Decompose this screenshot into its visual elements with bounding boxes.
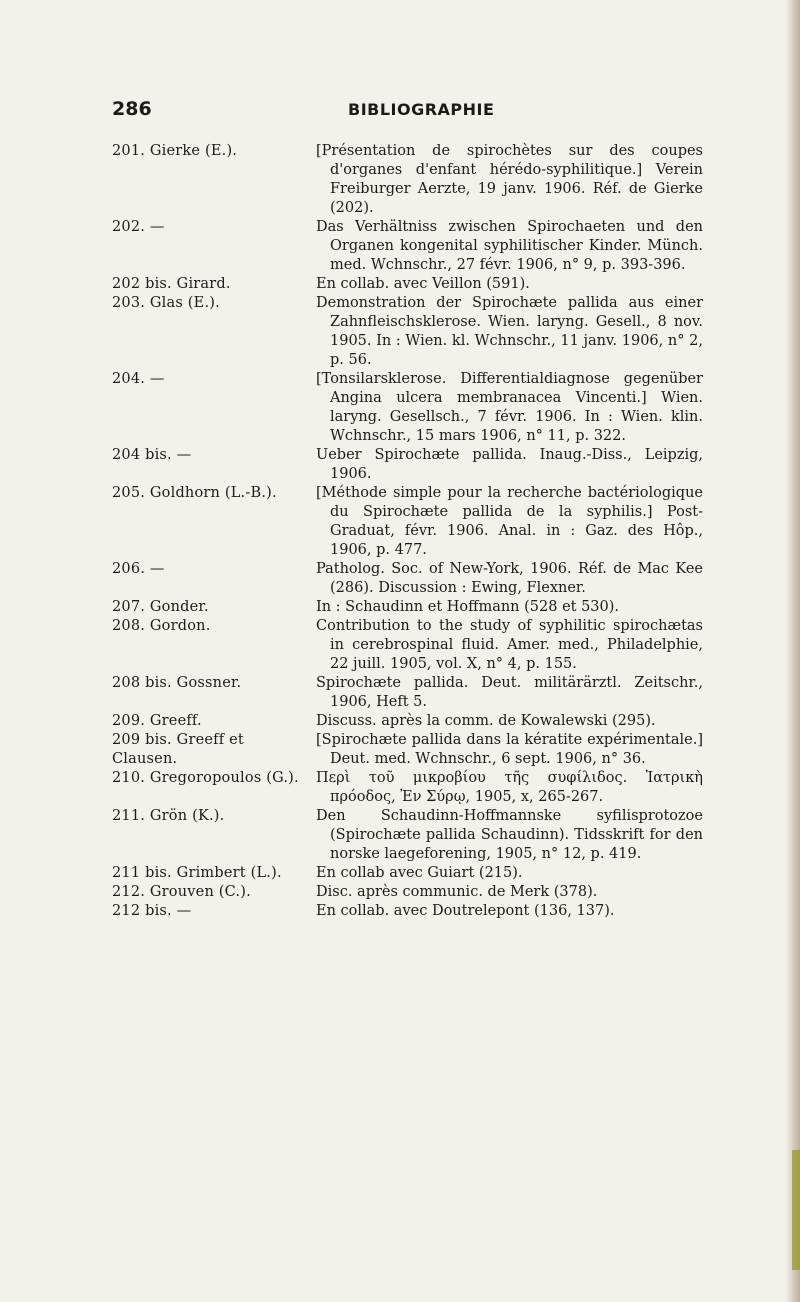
bib-entry-211 bbox=[112, 807, 703, 864]
entry-author: 209 bis. Greeff et Clausen. bbox=[112, 732, 244, 767]
entry-author: 212 bis. — bbox=[112, 903, 192, 919]
page-edge-tab-marker bbox=[792, 1150, 800, 1270]
entry-author: 208. Gordon. bbox=[112, 618, 211, 634]
bib-entry-209 bbox=[112, 712, 692, 731]
entry-reference: Disc. après communic. de Merk (378). bbox=[316, 884, 598, 900]
entry-author: 205. Goldhorn (L.-B.). bbox=[112, 485, 277, 501]
entry-author: 201. Gierke (E.). bbox=[112, 143, 238, 159]
running-title: BIBLIOGRAPHIE bbox=[348, 100, 495, 119]
entry-reference: Περὶ τοῦ μικροβίου τῆς συφίλιδος. Ἰατρικὴ πρόοδος, Ἐν Σύρῳ, 1905, x, 265-267. bbox=[316, 770, 703, 805]
bib-entry-212 bbox=[112, 883, 692, 902]
entry-reference: Contribution to the study of syphilitic spirochætas in cerebrospinal fluid. Amer. med., Philadelphie, 22 juill. 1905, vol. X, n° 4, p. 155. bbox=[316, 618, 703, 672]
entry-author: 211 bis. Grimbert (L.). bbox=[112, 865, 282, 881]
page-number: 286 bbox=[112, 98, 152, 120]
bib-entry-202bis bbox=[112, 275, 692, 294]
entry-author: 204 bis. — bbox=[112, 447, 192, 463]
page-edge-shadow bbox=[786, 0, 800, 1302]
bib-entry-212bis bbox=[112, 902, 692, 921]
bib-entry-210 bbox=[112, 769, 703, 807]
bib-entry-208bis bbox=[112, 674, 703, 712]
entry-author: 203. Glas (E.). bbox=[112, 295, 220, 311]
entry-reference: Ueber Spirochæte pallida. Inaug.-Diss., Leipzig, 1906. bbox=[316, 447, 703, 482]
entry-author: 209. Greeff. bbox=[112, 713, 202, 729]
entry-reference: [Tonsilarsklerose. Differentialdiagnose gegenüber Angina ulcera membranacea Vincenti.] Wien. laryng. Gesellsch., 7 févr. 1906. In : Wien. klin. Wchnschr., 15 mars 1906, n° 11, p. 322. bbox=[316, 371, 703, 444]
bib-entry-201 bbox=[112, 142, 703, 218]
entry-reference: En collab avec Guiart (215). bbox=[316, 865, 523, 881]
entry-reference: Das Verhältniss zwischen Spirochaeten und den Organen kongenital syphilitischer Kinder. Münch. med. Wchnschr., 27 févr. 1906, n° 9, p. 393-396. bbox=[316, 219, 703, 273]
entry-author: 204. — bbox=[112, 371, 165, 387]
entry-reference: En collab. avec Veillon (591). bbox=[316, 276, 530, 292]
bib-entry-204bis bbox=[112, 446, 703, 484]
entry-author: 202. — bbox=[112, 219, 165, 235]
bibliography-list bbox=[112, 142, 703, 921]
entry-reference: Patholog. Soc. of New-York, 1906. Réf. de Mac Kee (286). Discussion : Ewing, Flexner. bbox=[316, 561, 703, 596]
entry-author: 207. Gonder. bbox=[112, 599, 209, 615]
entry-reference: En collab. avec Doutrelepont (136, 137). bbox=[316, 903, 615, 919]
bib-entry-204 bbox=[112, 370, 703, 446]
bib-entry-211bis bbox=[112, 864, 692, 883]
bib-entry-209bis bbox=[112, 731, 703, 769]
entry-reference: [Spirochæte pallida dans la kératite expérimentale.] Deut. med. Wchnschr., 6 sept. 1906, n° 36. bbox=[316, 732, 703, 767]
bib-entry-206 bbox=[112, 560, 703, 598]
entry-reference: In : Schaudinn et Hoffmann (528 et 530). bbox=[316, 599, 620, 615]
bib-entry-205 bbox=[112, 484, 703, 560]
bib-entry-207 bbox=[112, 598, 692, 617]
bib-entry-202 bbox=[112, 218, 703, 275]
entry-author: 210. Gregoropoulos (G.). bbox=[112, 770, 299, 786]
bib-entry-208 bbox=[112, 617, 703, 674]
entry-reference: Discuss. après la comm. de Kowalewski (295). bbox=[316, 713, 656, 729]
page-header bbox=[112, 98, 712, 128]
bib-entry-203 bbox=[112, 294, 703, 370]
entry-reference: Spirochæte pallida. Deut. militärärztl. Zeitschr., 1906, Heft 5. bbox=[316, 675, 703, 710]
entry-reference: [Présentation de spirochètes sur des coupes d'organes d'enfant hérédo-syphilitique.] Verein Freiburger Aerzte, 19 janv. 1906. Réf. de Gierke (202). bbox=[316, 143, 703, 216]
entry-reference: Demonstration der Spirochæte pallida aus einer Zahnfleischsklerose. Wien. laryng. Gesell., 8 nov. 1905. In : Wien. kl. Wchnschr., 11 janv. 1906, n° 2, p. 56. bbox=[316, 295, 703, 368]
entry-author: 208 bis. Gossner. bbox=[112, 675, 242, 691]
entry-reference: Den Schaudinn-Hoffmannske syfilisprotozoe (Spirochæte pallida Schaudinn). Tidsskrift for den norske laegeforening, 1905, n° 12, p. 419. bbox=[316, 808, 703, 862]
entry-author: 202 bis. Girard. bbox=[112, 276, 231, 292]
entry-reference: [Méthode simple pour la recherche bactériologique du Spirochæte pallida de la syphilis.] Post-Graduat, févr. 1906. Anal. in : Gaz. des Hôp., 1906, p. 477. bbox=[316, 485, 703, 558]
entry-author: 206. — bbox=[112, 561, 165, 577]
entry-author: 211. Grön (K.). bbox=[112, 808, 225, 824]
entry-author: 212. Grouven (C.). bbox=[112, 884, 251, 900]
